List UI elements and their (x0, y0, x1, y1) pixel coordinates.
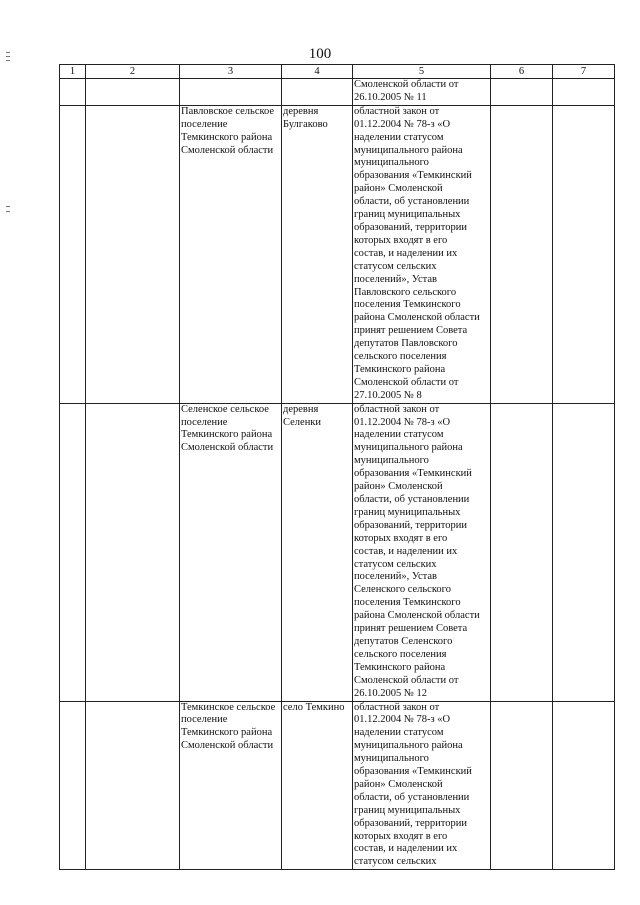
table-cell (553, 105, 615, 403)
column-header: 3 (180, 65, 282, 79)
column-header: 7 (553, 65, 615, 79)
table-cell: Смоленской области от 26.10.2005 № 11 (353, 79, 491, 106)
table-cell (86, 701, 180, 870)
table-cell (86, 79, 180, 106)
column-header: 2 (86, 65, 180, 79)
table-cell (282, 79, 353, 106)
scan-mark (6, 211, 10, 212)
table-cell (60, 79, 86, 106)
column-header: 4 (282, 65, 353, 79)
table-cell (60, 105, 86, 403)
column-header: 1 (60, 65, 86, 79)
table-row (60, 105, 615, 403)
column-header: 5 (353, 65, 491, 79)
scan-mark (6, 206, 10, 207)
settlement-name-cell: Павловское сельское поселение Темкинского района Смоленской области (180, 105, 282, 403)
table-cell (86, 105, 180, 403)
table-cell (553, 701, 615, 870)
legal-basis-cell: областной закон от 01.12.2004 № 78-з «О наделении статусом муниципального района муниципального образования «Темкинский район» Смоленской области, об установлении границ муниципальных образований, территории которых входят в его состав, и наделении их статусом сельских поселений», Устав Павловского сельского поселения Темкинского района Смоленской области принят решением Совета депутатов Павловского сельского поселения Темкинского района Смоленской области от 27.10.2005 № 8 (353, 105, 491, 403)
page-number: 100 (308, 46, 332, 62)
admin-center-cell: село Темкино (282, 701, 353, 870)
table-row (60, 701, 615, 870)
legal-basis-cell: областной закон от 01.12.2004 № 78-з «О наделении статусом муниципального района муниципального образования «Темкинский район» Смоленской области, об установлении границ муниципальных образований, территории которых входят в его состав, и наделении их статусом сельских поселений», Устав Селенского сельского поселения Темкинского района Смоленской области принят решением Совета депутатов Селенского сельского поселения Темкинского района Смоленской области от 26.10.2005 № 12 (353, 403, 491, 701)
table-cell (491, 105, 553, 403)
table-cell (553, 403, 615, 701)
table-cell (553, 79, 615, 106)
table-cell (180, 79, 282, 106)
table-cell (86, 403, 180, 701)
table-row (60, 403, 615, 701)
settlement-name-cell: Темкинское сельское поселение Темкинского района Смоленской области (180, 701, 282, 870)
header-row (60, 65, 615, 79)
document-table (59, 64, 615, 870)
table-cell (60, 403, 86, 701)
table-cell (491, 79, 553, 106)
table-cell (491, 701, 553, 870)
table-row (60, 79, 615, 106)
settlement-name-cell: Селенское сельское поселение Темкинского района Смоленской области (180, 403, 282, 701)
table-cell (491, 403, 553, 701)
legal-basis-cell: областной закон от 01.12.2004 № 78-з «О наделении статусом муниципального района муниципального образования «Темкинский район» Смоленской области, об установлении границ муниципальных образований, территории которых входят в его состав, и наделении их статусом сельских (353, 701, 491, 870)
admin-center-cell: деревня Булгаково (282, 105, 353, 403)
column-header: 6 (491, 65, 553, 79)
table-cell (60, 701, 86, 870)
admin-center-cell: деревня Селенки (282, 403, 353, 701)
